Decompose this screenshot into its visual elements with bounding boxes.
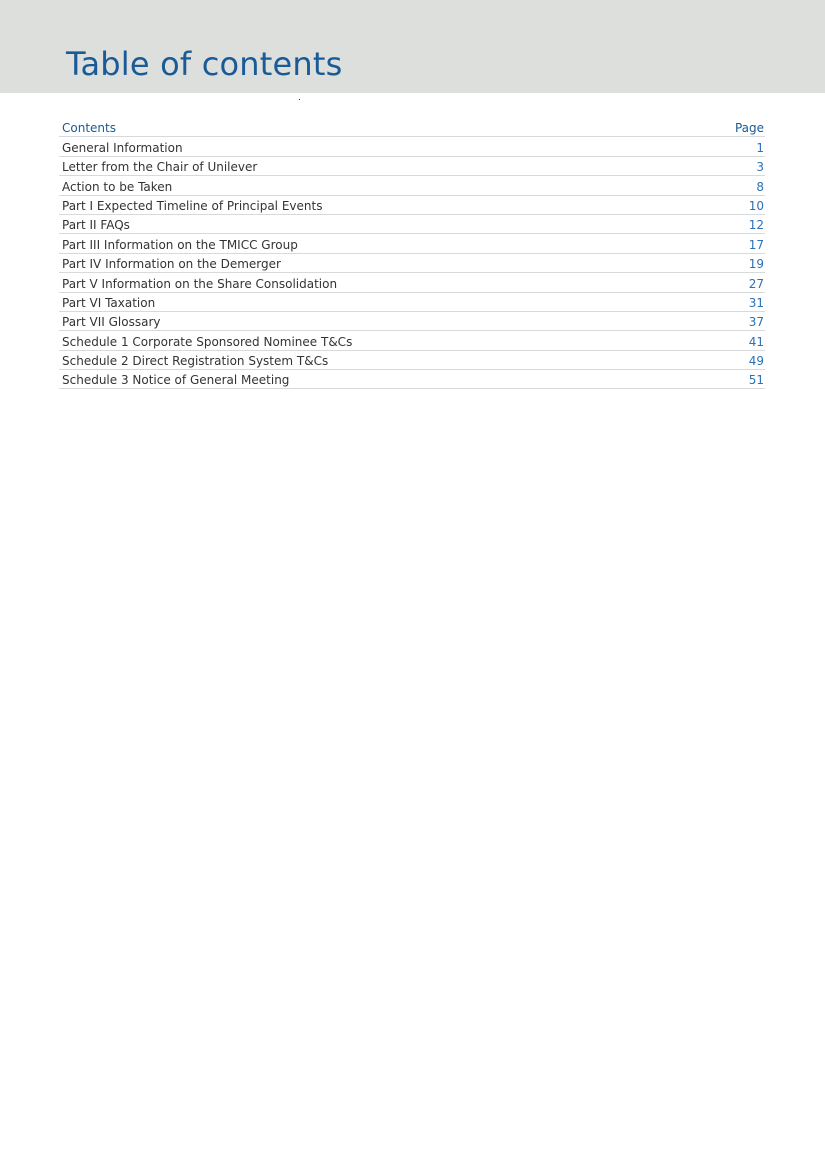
toc-entry-label[interactable]: Schedule 1 Corporate Sponsored Nominee T&Cs [62, 334, 353, 349]
toc-table [59, 118, 765, 389]
toc-entry-page[interactable]: 1 [756, 140, 764, 155]
toc-entry[interactable] [59, 234, 765, 253]
toc-entry[interactable] [59, 215, 765, 234]
toc-entry[interactable] [59, 157, 765, 176]
toc-entry[interactable] [59, 351, 765, 370]
toc-entry-label[interactable]: General Information [62, 140, 183, 155]
toc-entry-page[interactable]: 51 [748, 373, 764, 388]
toc-entry[interactable] [59, 312, 765, 331]
toc-entry[interactable] [59, 370, 765, 389]
stray-dot [299, 99, 300, 100]
toc-entry-label[interactable]: Part V Information on the Share Consolidation [62, 276, 338, 291]
page-column-header: Page [734, 121, 764, 136]
toc-entry[interactable] [59, 293, 765, 312]
toc-entry[interactable] [59, 196, 765, 215]
toc-entry-label[interactable]: Action to be Taken [62, 179, 173, 194]
toc-entry-page[interactable]: 31 [748, 295, 764, 310]
toc-entry[interactable] [59, 331, 765, 350]
toc-entry-page[interactable]: 37 [748, 315, 764, 330]
toc-entry-page[interactable]: 49 [748, 354, 764, 369]
page-title: Table of contents [66, 45, 343, 83]
toc-entry-page[interactable]: 41 [748, 334, 764, 349]
toc-entry[interactable] [59, 254, 765, 273]
toc-entry-label[interactable]: Part VII Glossary [62, 315, 161, 330]
toc-header-row [59, 118, 765, 137]
toc-entry-page[interactable]: 12 [748, 218, 764, 233]
toc-entry-page[interactable]: 17 [748, 237, 764, 252]
toc-entry-label[interactable]: Part IV Information on the Demerger [62, 257, 281, 272]
toc-entry-label[interactable]: Part III Information on the TMICC Group [62, 237, 298, 252]
toc-entry-page[interactable]: 27 [748, 276, 764, 291]
toc-entry-label[interactable]: Letter from the Chair of Unilever [62, 160, 258, 175]
toc-entry-page[interactable]: 19 [748, 257, 764, 272]
toc-entry-label[interactable]: Schedule 2 Direct Registration System T&Cs [62, 354, 329, 369]
toc-entry-label[interactable]: Part I Expected Timeline of Principal Events [62, 198, 323, 213]
toc-entry-label[interactable]: Schedule 3 Notice of General Meeting [62, 373, 290, 388]
toc-entry[interactable] [59, 137, 765, 156]
toc-entry-label[interactable]: Part VI Taxation [62, 295, 156, 310]
toc-entry[interactable] [59, 176, 765, 195]
toc-entry-page[interactable]: 8 [756, 179, 764, 194]
toc-entry-page[interactable]: 10 [748, 198, 764, 213]
toc-entry-page[interactable]: 3 [756, 160, 764, 175]
contents-column-header: Contents [62, 121, 116, 136]
toc-entry[interactable] [59, 273, 765, 292]
toc-entry-label[interactable]: Part II FAQs [62, 218, 130, 233]
